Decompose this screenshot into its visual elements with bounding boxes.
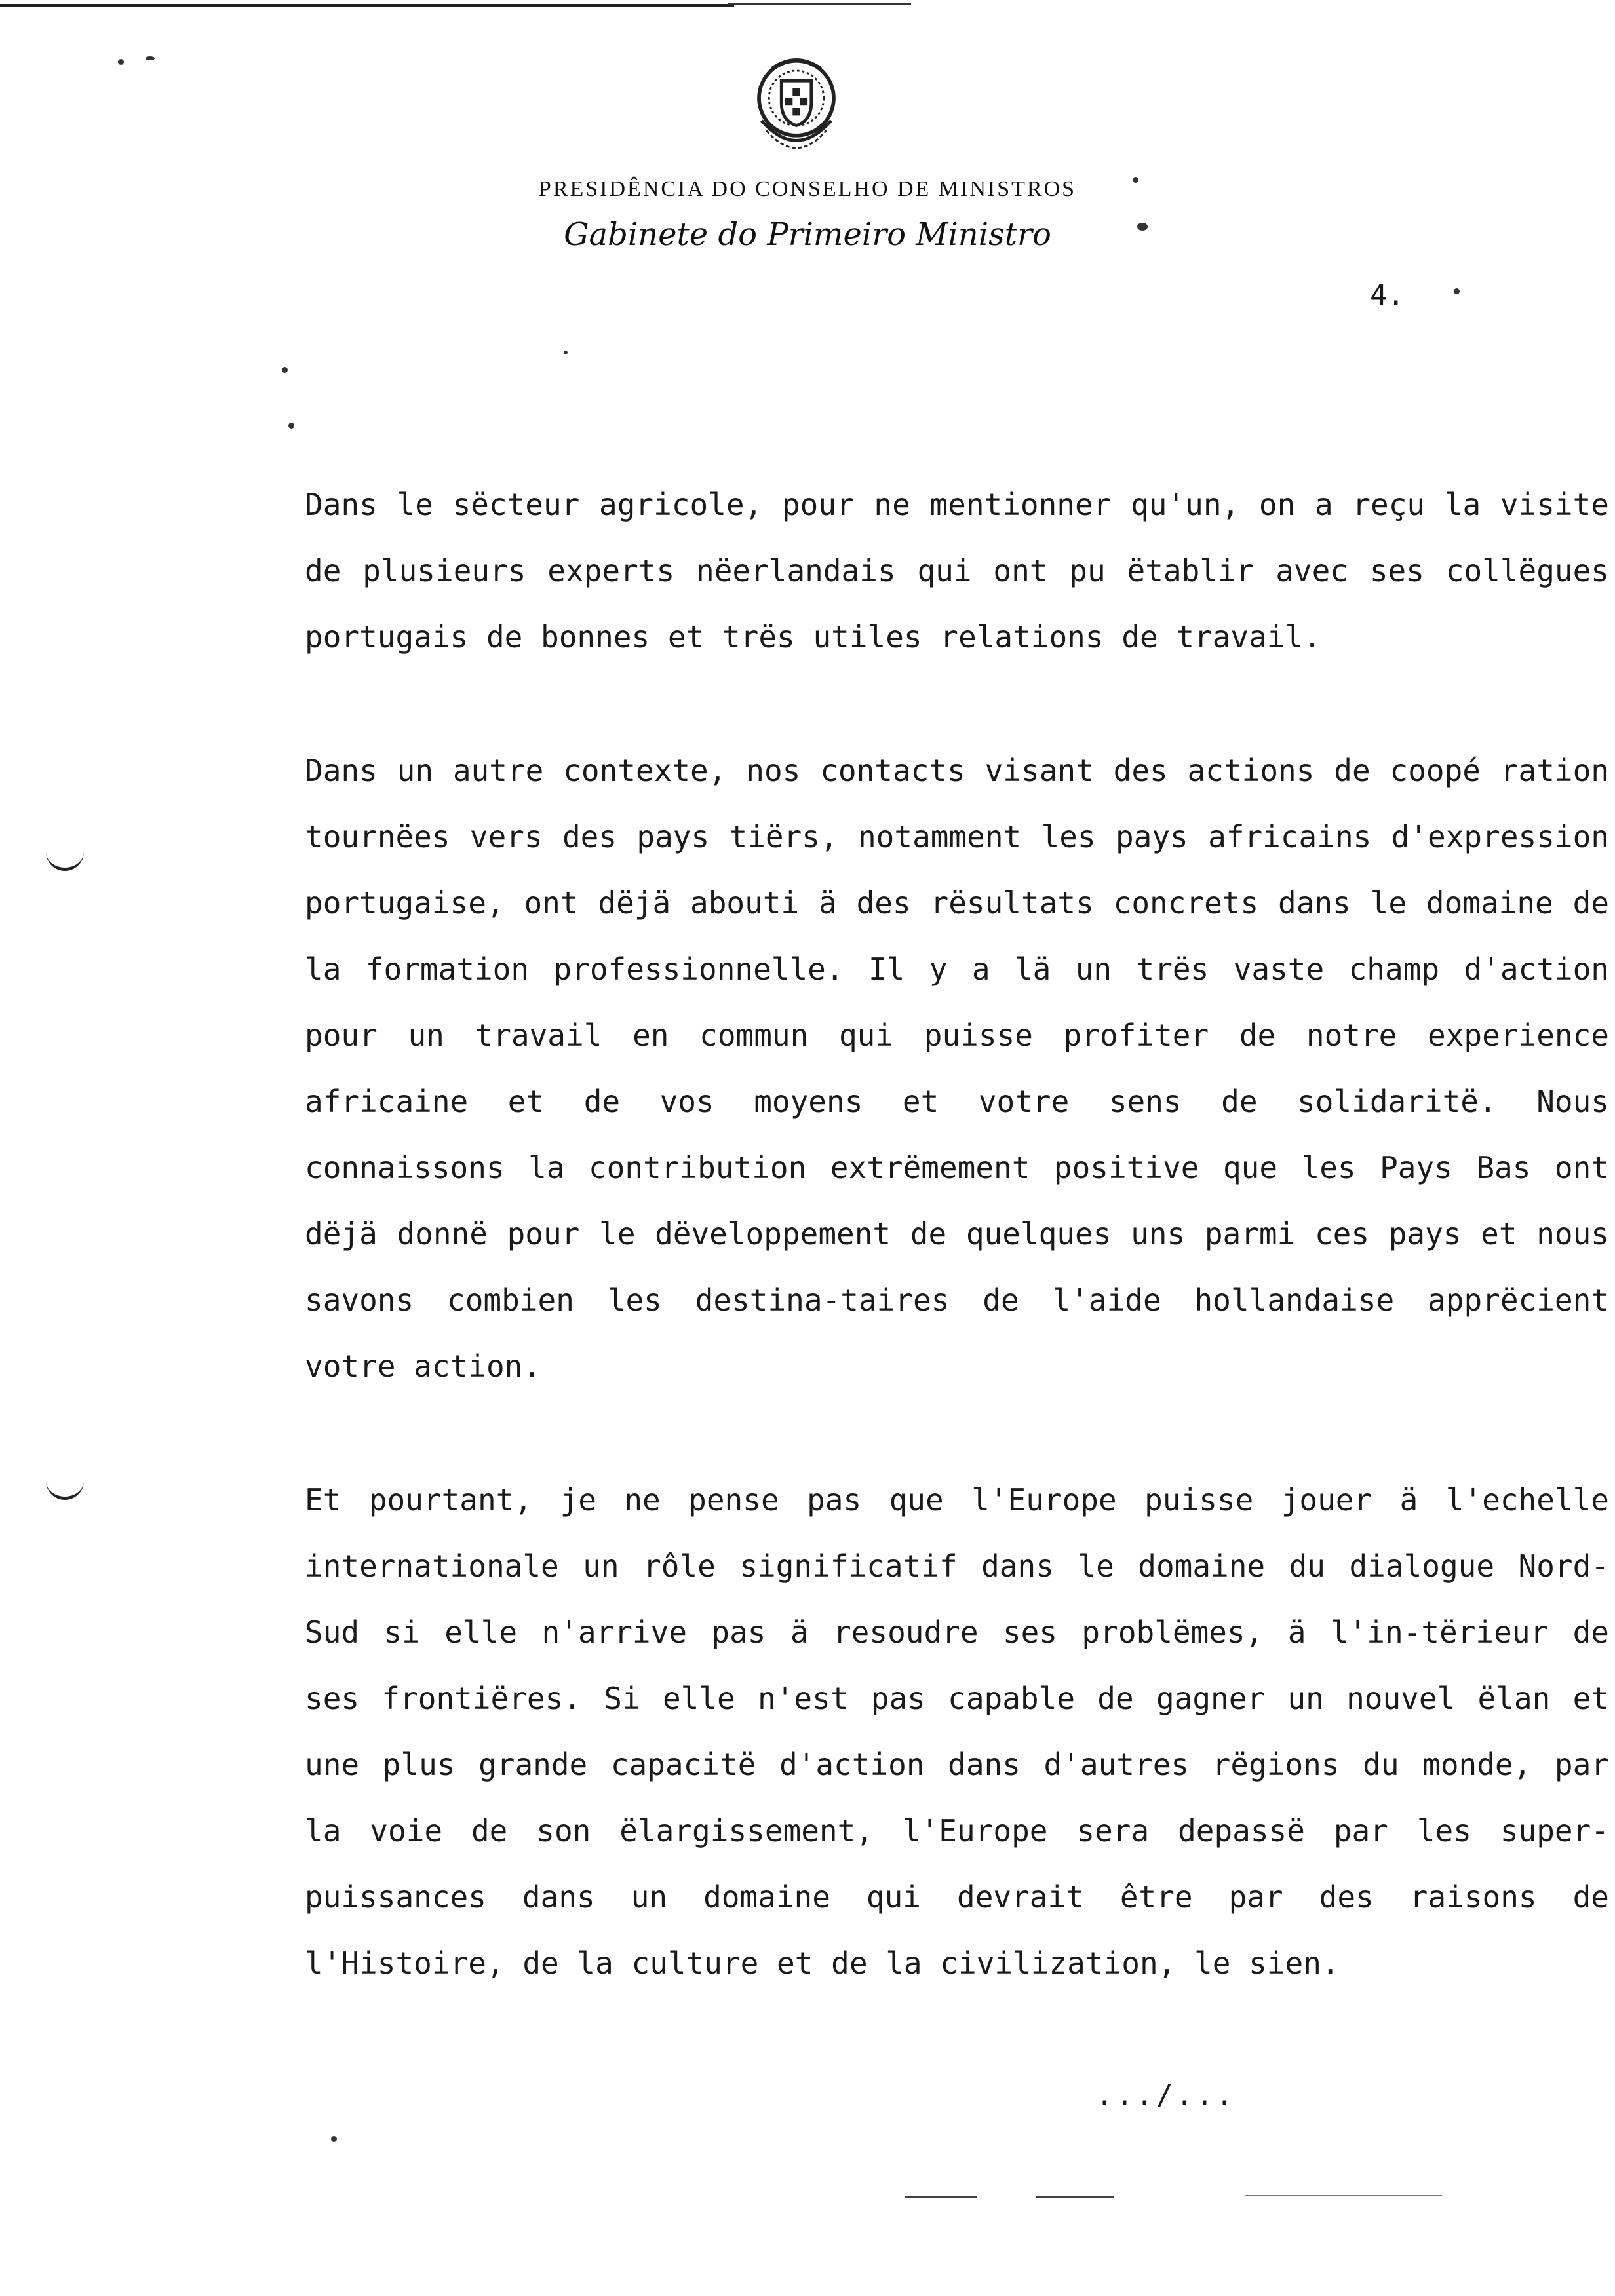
- continued-marker: .../...: [1096, 2078, 1236, 2112]
- punch-hole-mark: [46, 1474, 84, 1500]
- scan-mark: [905, 2196, 977, 2198]
- scan-speck: [1454, 288, 1460, 294]
- paragraph: Dans le sëcteur agricole, pour ne mentionner qu'un, on a reçu la visite de plusieurs experts nëerlandais qui ont pu ëtablir avec ses collëgues portugais de bonnes et trës utiles relations de travail.: [305, 487, 1609, 655]
- scan-speck: [1133, 177, 1138, 183]
- letter-body: [305, 472, 1609, 2064]
- scan-speck: [564, 351, 568, 354]
- letterhead-organization: PRESIDÊNCIA DO CONSELHO DE MINISTROS: [538, 177, 1077, 201]
- top-border-line: [0, 4, 734, 7]
- paragraph: Dans un autre contexte, nos contacts visant des actions de coopé ration tournëes vers des pays tiërs, notamment les pays africains d'expression portugaise, ont dëjä abouti ä des rësultats concrets dans le domaine de la formation professionnelle. Il y a lä un trës vaste champ d'action pour un travail en commun qui puisse profiter de notre experience africaine et de vos moyens et votre sens de solidaritë. Nous connaissons la contribution extrëmement positive que les Pays Bas ont dëjä donnë pour le dëveloppement de quelques uns parmi ces pays et nous savons combien les destina-taires de l'aide hollandaise apprëcient votre action.: [305, 753, 1609, 1384]
- scan-speck: [1137, 223, 1148, 231]
- portuguese-coat-of-arms-icon: [734, 46, 859, 170]
- scan-speck: [331, 2136, 337, 2142]
- punch-hole-mark: [46, 845, 84, 871]
- page-number: 4.: [1370, 278, 1405, 312]
- scan-mark: [1036, 2196, 1114, 2198]
- scan-speck: [288, 423, 294, 429]
- paragraph: Et pourtant, je ne pense pas que l'Europe puisse jouer ä l'echelle internationale un rôle significatif dans le domaine du dialogue Nord-Sud si elle n'arrive pas ä resoudre ses problëmes, ä l'in-tërieur de ses frontiëres. Si elle n'est pas capable de gagner un nouvel ëlan et une plus grande capacitë d'action dans d'autres rëgions du monde, par la voie de son ëlargissement, l'Europe sera depassë par les super-puissances dans un domaine qui devrait être par des raisons de l'Histoire, de la culture et de la civilization, le sien.: [305, 1482, 1609, 1981]
- scan-speck: [146, 56, 155, 60]
- scan-speck: [118, 59, 124, 65]
- letterhead-cabinet: Gabinete do Primeiro Ministro: [564, 216, 1051, 253]
- scan-mark: [1245, 2195, 1442, 2196]
- top-border-line: [728, 3, 911, 5]
- scan-speck: [282, 367, 288, 373]
